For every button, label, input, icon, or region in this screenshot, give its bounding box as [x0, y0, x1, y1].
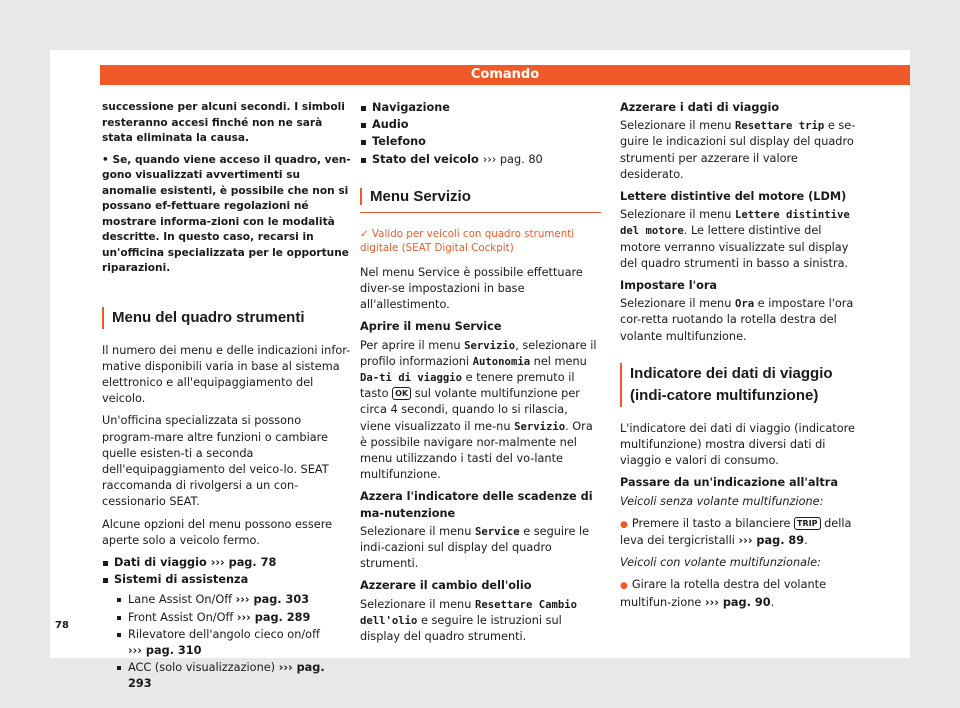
note-text: successione per alcuni secondi. I simboli resteranno accesi finché non ne sarà stata eliminata la causa.	[102, 101, 345, 144]
subheading: Aprire il menu Service	[360, 320, 502, 334]
italic-note: Veicoli con volante multifunzionale:	[620, 556, 821, 570]
menu-list	[360, 100, 601, 168]
bullet-step: ● Premere il tasto a bilanciere TRIP della leva dei tergicristalli ››› pag. 89.	[620, 516, 860, 549]
italic-note: Veicoli senza volante multifunzione:	[620, 494, 824, 508]
bullet-step: ● Girare la rotella destra del volante multifun-zione ››› pag. 90.	[620, 577, 860, 610]
list-item: Sistemi di assistenza	[102, 572, 352, 588]
paragraph: Selezionare il menu Resettare trip e se-guire le indicazioni sul display del quadro strumenti per azzerare il valore desiderato.	[620, 119, 856, 181]
paragraph: Selezionare il menu Resettare Cambio dell'olio e seguire le istruzioni sul display del quadro strumenti.	[360, 597, 578, 644]
check-icon: ✓	[360, 227, 369, 240]
trip-key-icon: TRIP	[794, 517, 820, 530]
menu-list	[102, 555, 352, 588]
subheading: Azzera l'indicatore delle scadenze di ma-nutenzione	[360, 490, 593, 520]
column-right	[620, 100, 860, 617]
page-ref-link[interactable]: ››› pag. 78	[210, 555, 277, 569]
list-item: Telefono	[360, 134, 601, 150]
subheading: Lettere distintive del motore (LDM)	[620, 190, 847, 204]
section-heading: Menu del quadro strumenti	[102, 307, 352, 329]
ok-key-icon: OK	[392, 387, 411, 400]
paragraph: Il numero dei menu e delle indicazioni infor-mative disponibili varia in base al sistema elettronico e all'equipaggiamento del veicolo.	[102, 343, 351, 406]
subheading: Passare da un'indicazione all'altra	[620, 476, 838, 490]
subheading: Impostare l'ora	[620, 279, 718, 293]
list-item: Audio	[360, 117, 601, 133]
paragraph: Selezionare il menu Ora e impostare l'ora cor-retta ruotando la rotella destra del volante multifunzione.	[620, 297, 854, 343]
list-item: Navigazione	[360, 100, 601, 116]
list-item: Dati di viaggio ››› pag. 78	[102, 555, 352, 571]
subheading: Azzerare il cambio dell'olio	[360, 579, 532, 593]
paragraph: Selezionare il menu Lettere distintive del motore. Le lettere distintive del motore verranno visualizzate sul display del quadro strumenti in basso a sinistra.	[620, 208, 850, 270]
section-heading: Indicatore dei dati di viaggio (indi-catore multifunzione)	[620, 363, 860, 407]
note-text: • Se, quando viene acceso il quadro, ven-gono visualizzati avvertimenti su anomalie esistenti, è possibile che non si possano ef-fettuare regolazioni né mostrare informa-zioni con le modalità descritte. In questo caso, recarsi in un'officina specializzata per le opportune riparazioni.	[102, 153, 351, 274]
paragraph: Nel menu Service è possibile effettuare diver-se impostazioni in base all'allestimento.	[360, 265, 583, 312]
page	[50, 50, 910, 691]
subheading: Azzerare i dati di viaggio	[620, 101, 780, 114]
sub-list	[116, 592, 352, 692]
page-number: 78	[55, 620, 69, 631]
page-ref-link[interactable]: ››› pag. 293	[128, 661, 325, 691]
list-item: Lane Assist On/Off ››› pag. 303	[116, 592, 352, 608]
paragraph: L'indicatore dei dati di viaggio (indicatore multifunzione) mostra diversi dati di viaggio e valori di consumo.	[620, 421, 855, 468]
page-ref-link[interactable]: ››› pag. 310	[128, 643, 202, 657]
validity-condition: ✓ Valido per veicoli con quadro strumenti digitale (SEAT Digital Cockpit)	[360, 227, 575, 254]
paragraph: Un'officina specializzata si possono program-mare altre funzioni o cambiare quelle esisten-ti a seconda dell'equipaggiamento del veico-lo. SEAT raccomanda di rivolgersi a un con-cessionario SEAT.	[102, 414, 329, 509]
page-ref-link[interactable]: ››› pag. 303	[235, 593, 310, 607]
list-item: ACC (solo visualizzazione) ››› pag. 293	[116, 660, 352, 692]
column-middle	[360, 100, 601, 651]
paragraph: Selezionare il menu Service e seguire le indi-cazioni sul display del quadro strumenti.	[360, 524, 590, 571]
paragraph: Alcune opzioni del menu possono essere aperte solo a veicolo fermo.	[102, 517, 333, 547]
page-ref-link[interactable]: ››› pag. 89	[738, 534, 805, 548]
page-ref-link[interactable]: ››› pag. 80	[482, 152, 543, 166]
list-item: Stato del veicolo ››› pag. 80	[360, 152, 601, 168]
page-header: Comando	[100, 65, 910, 85]
section-heading: Menu Servizio	[360, 186, 601, 213]
paragraph: Per aprire il menu Servizio, selezionare il profilo informazioni Autonomia nel menu Da-ti di viaggio e tenere premuto il tasto OK sul volante multifunzione per circa 4 secondi, quando lo si rilascia, viene visualizzato il me-nu Servizio. Ora è possibile navigare nor-malmente nel menu utilizzando i tasti del vo-lante multifunzione.	[360, 338, 597, 482]
column-left	[102, 100, 352, 697]
page-ref-link[interactable]: ››› pag. 90	[704, 595, 771, 609]
list-item: Front Assist On/Off ››› pag. 289	[116, 610, 352, 626]
page-ref-link[interactable]: ››› pag. 289	[236, 610, 311, 624]
list-item: Rilevatore dell'angolo cieco on/off ››› pag. 310	[116, 627, 352, 659]
